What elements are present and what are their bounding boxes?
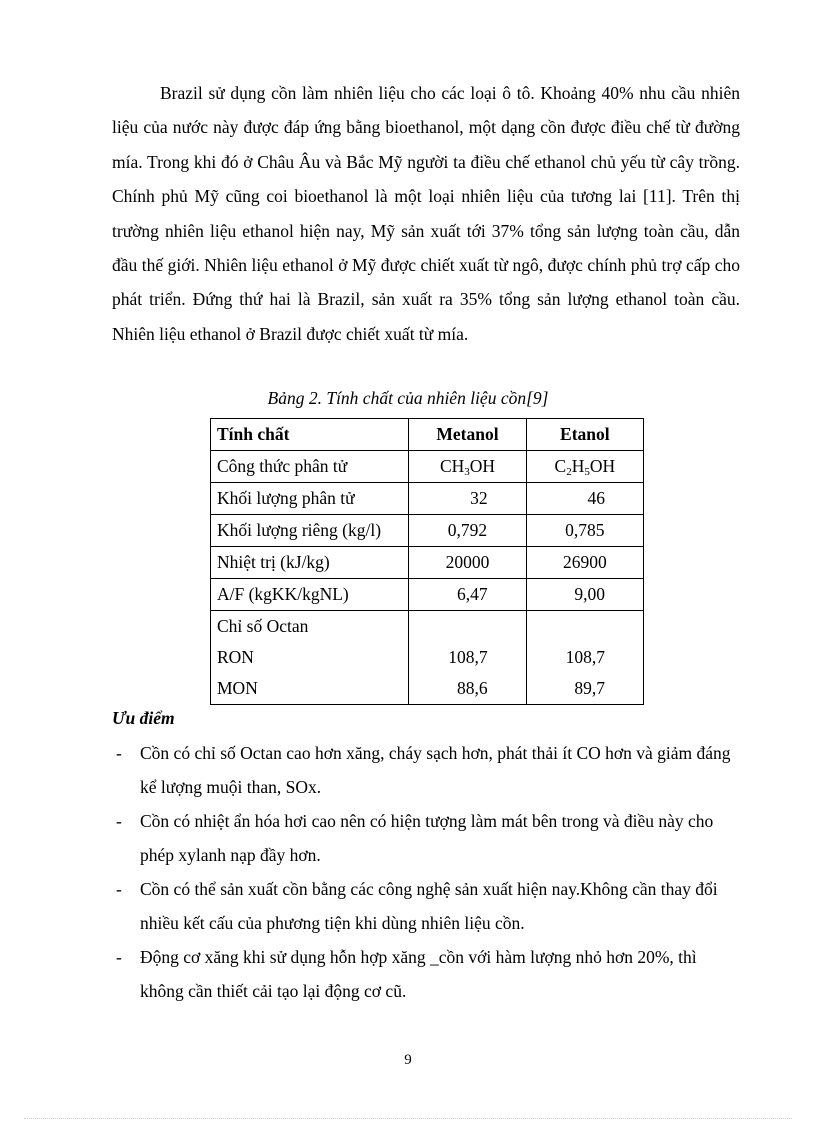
mon-label: MON	[217, 678, 258, 698]
header-property: Tính chất	[211, 419, 409, 451]
fuel-properties-table	[210, 418, 644, 705]
table-row	[211, 579, 644, 611]
octane-labels	[211, 611, 409, 705]
ron-ethanol: 108,7	[565, 647, 605, 667]
value-methanol: 20000	[409, 547, 526, 579]
octane-label: Chỉ số Octan	[217, 616, 309, 636]
value-methanol: 0,792	[409, 515, 526, 547]
list-item: - Động cơ xăng khi sử dụng hỗn hợp xăng _cồn với hàm lượng nhỏ hơn 20%, thì không cần thiết cải tạo lại động cơ cũ.	[116, 947, 697, 1001]
advantages-heading: Ưu điểm	[112, 708, 175, 728]
value-methanol: 6,47	[409, 579, 526, 611]
list-item: - Cồn có nhiệt ẩn hóa hơi cao nên có hiện tượng làm mát bên trong và điều này cho phép xylanh nạp đầy hơn.	[116, 811, 714, 865]
ron-methanol: 108,7	[448, 647, 488, 667]
page-number: 9	[404, 1052, 412, 1068]
body-paragraph-text: Brazil sử dụng cồn làm nhiên liệu cho các loại ô tô. Khoảng 40% nhu cầu nhiên liệu của nước này được đáp ứng bằng bioethanol, một dạng cồn được điều chế từ đường mía. Trong khi đó ở Châu Âu và Bắc Mỹ người ta điều chế ethanol chủ yếu từ cây trồng. Chính phủ Mỹ cũng coi bioethanol là một loại nhiên liệu của tương lai [11]. Trên thị trường nhiên liệu ethanol hiện nay, Mỹ sản xuất tới 37% tổng sản lượng toàn cầu, dẫn đầu thế giới. Nhiên liệu ethanol ở Mỹ được chiết xuất từ ngô, được chính phủ trợ cấp cho phát triển. Đứng thứ hai là Brazil, sản xuất ra 35% tổng sản lượng ethanol toàn cầu. Nhiên liệu ethanol ở Brazil được chiết xuất từ mía.	[112, 83, 740, 344]
table-row	[211, 547, 644, 579]
header-ethanol: Etanol	[526, 419, 643, 451]
table-row	[211, 483, 644, 515]
value-ethanol: 9,00	[526, 579, 643, 611]
table-caption: Bảng 2. Tính chất của nhiên liệu cồn[9]	[267, 388, 549, 408]
table-row-octane	[211, 611, 644, 705]
value-ethanol: 26900	[526, 547, 643, 579]
table-row	[211, 451, 644, 483]
table-row	[211, 515, 644, 547]
advantages-list	[112, 736, 740, 1008]
mon-ethanol: 89,7	[574, 678, 605, 698]
page-bottom-border	[24, 1118, 792, 1119]
list-item: - Cồn có chỉ số Octan cao hơn xăng, cháy sạch hơn, phát thải ít CO hơn và giảm đáng kể lượng muội than, SOx.	[116, 743, 731, 797]
row-label: Khối lượng phân tử	[211, 483, 409, 515]
row-label: Công thức phân tử	[211, 451, 409, 483]
formula-methanol: $CH_3OH$	[409, 451, 526, 483]
formula-ethanol: $C_2H_5OH$	[526, 451, 643, 483]
octane-ethanol	[526, 611, 643, 705]
row-label: A/F (kgKK/kgNL)	[211, 579, 409, 611]
list-item-text: Cồn có chỉ số Octan cao hơn xăng, cháy sạch hơn, phát thải ít CO hơn và giảm đáng kể lượng muội than, SOx.	[140, 743, 731, 797]
header-methanol: Metanol	[409, 419, 526, 451]
row-label: Nhiệt trị (kJ/kg)	[211, 547, 409, 579]
row-label: Khối lượng riêng (kg/l)	[211, 515, 409, 547]
mon-methanol: 88,6	[457, 678, 488, 698]
octane-methanol	[409, 611, 526, 705]
list-item-text: Động cơ xăng khi sử dụng hỗn hợp xăng _cồn với hàm lượng nhỏ hơn 20%, thì không cần thiết cải tạo lại động cơ cũ.	[140, 947, 697, 1001]
ron-label: RON	[217, 647, 254, 667]
list-item-text: Cồn có thể sản xuất cồn bằng các công nghệ sản xuất hiện nay.Không cần thay đổi nhiều kết cấu của phương tiện khi dùng nhiên liệu cồn.	[140, 879, 718, 933]
value-ethanol: 46	[526, 483, 643, 515]
list-item: - Cồn có thể sản xuất cồn bằng các công nghệ sản xuất hiện nay.Không cần thay đổi nhiều kết cấu của phương tiện khi dùng nhiên liệu cồn.	[116, 879, 718, 933]
list-item-text: Cồn có nhiệt ẩn hóa hơi cao nên có hiện tượng làm mát bên trong và điều này cho phép xylanh nạp đầy hơn.	[140, 811, 714, 865]
table-header-row	[211, 419, 644, 451]
value-ethanol: 0,785	[526, 515, 643, 547]
body-paragraph	[112, 76, 740, 351]
value-methanol: 32	[409, 483, 526, 515]
